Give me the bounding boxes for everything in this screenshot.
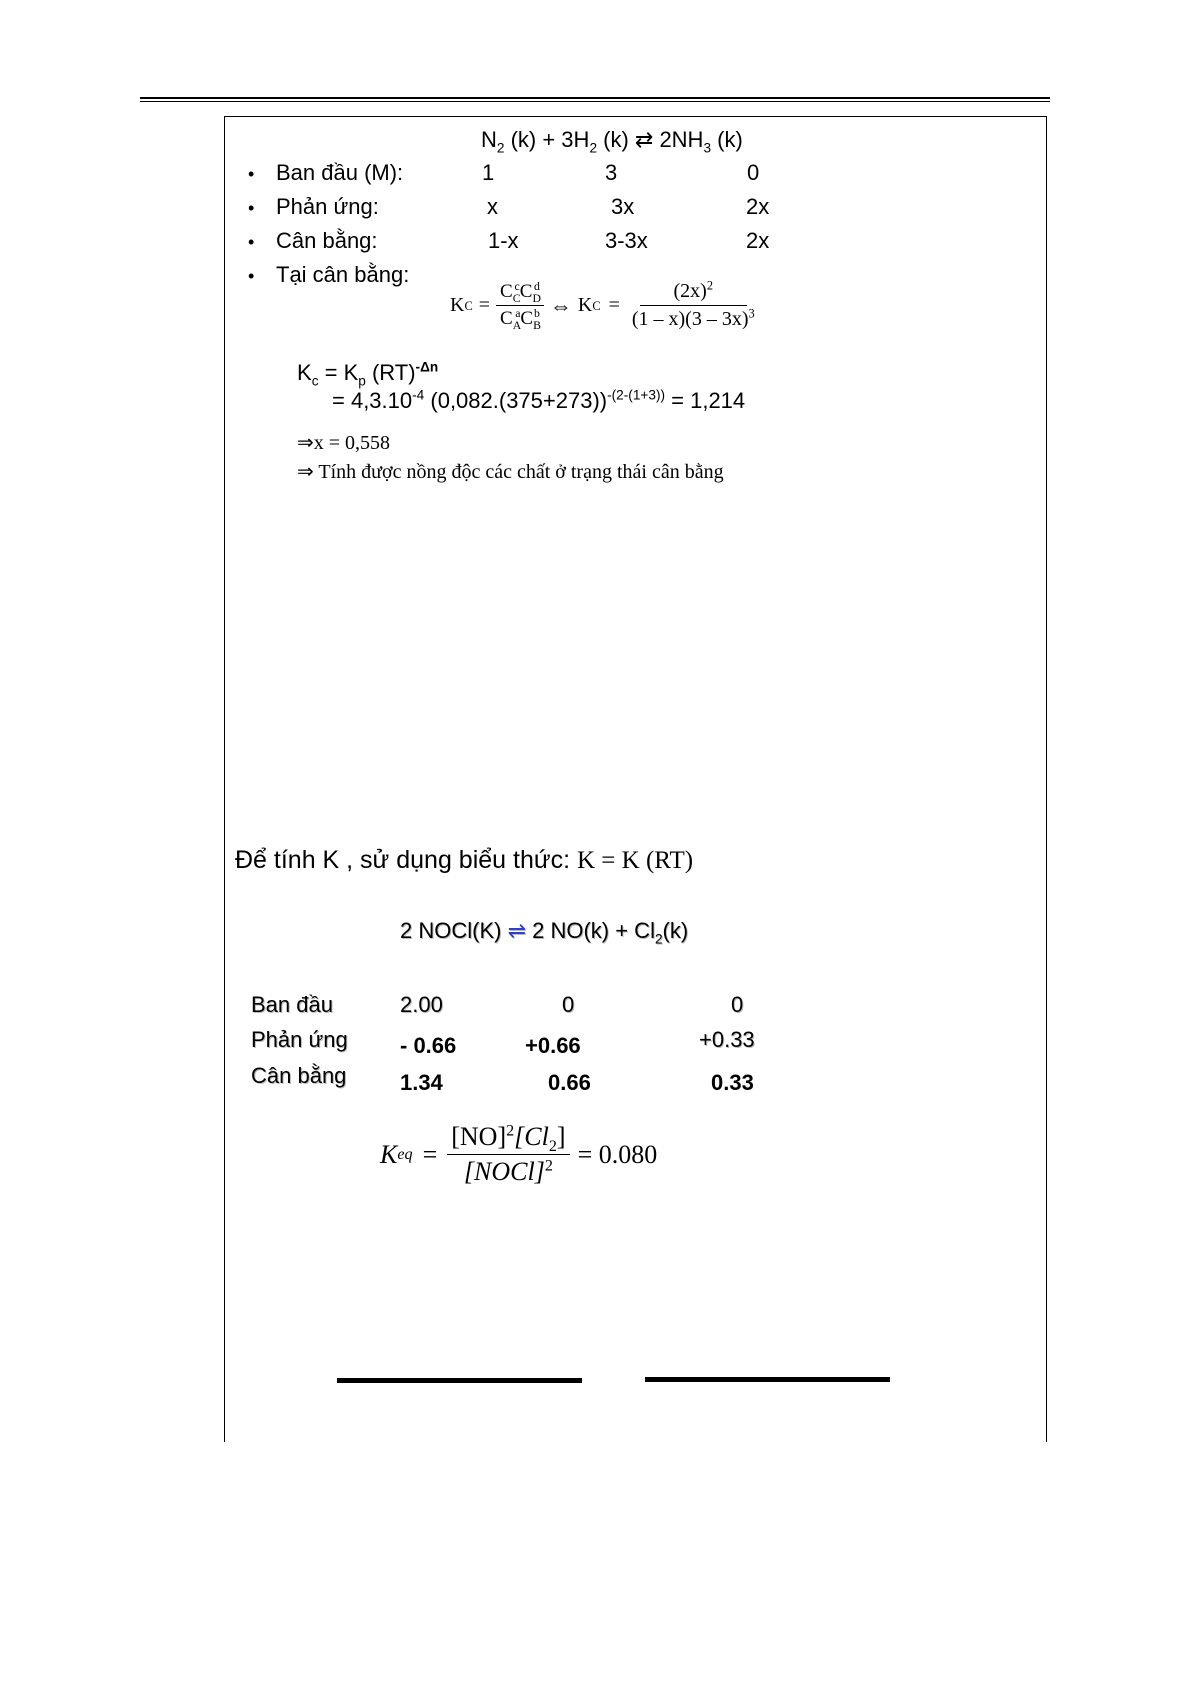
- header-rule: [140, 97, 1050, 102]
- cell: +0.33: [699, 1027, 755, 1052]
- cell: 1.34: [400, 1070, 443, 1095]
- cell: +0.66: [525, 1033, 581, 1058]
- cell: 3x: [611, 194, 635, 219]
- cell: 3: [605, 160, 618, 185]
- row-label: Tại cân bằng:: [276, 262, 410, 287]
- cell: 0: [562, 992, 575, 1017]
- divider-line-right: [645, 1377, 890, 1382]
- divider-line-left: [337, 1378, 582, 1383]
- reaction-equation: $N_2$ $(k) + 3H_2$ (k) ⇄ $2NH_3$ (k): [481, 127, 743, 156]
- row-label: Ban đầu: [251, 992, 333, 1017]
- bullet: •: [248, 164, 255, 184]
- cell: x: [487, 194, 498, 219]
- noc-reaction: 2 NOCl(K) ⇌ 2 $NO(k) + Cl_2(k)$: [400, 918, 689, 947]
- cell: 1: [482, 160, 495, 185]
- bullet: •: [248, 198, 255, 218]
- row-label: Phản ứng:: [276, 194, 379, 219]
- cell: 0.33: [711, 1070, 754, 1095]
- cell: - 0.66: [400, 1033, 457, 1058]
- cell: 0: [731, 992, 744, 1017]
- cell: 0: [747, 160, 760, 185]
- bullet: •: [248, 266, 255, 286]
- keq-formula: K eq = $\frac{[NO]^2[Cl_2]}{[NOCl]^2}$ = 0.080: [380, 1122, 658, 1186]
- result-x: ⇒x = 0,558: [297, 432, 391, 454]
- kc-general-fraction: $\frac{C_C^cC_D^d}{C_A^aC_B^b}$: [496, 281, 544, 330]
- cell: 2x: [746, 194, 770, 219]
- row-label: Ban đầu (M):: [276, 160, 404, 185]
- cell: 2.00: [400, 992, 443, 1017]
- cell: 0.66: [548, 1070, 591, 1095]
- result-concentration: ⇒ Tính được nồng độc các chất ở trạng thái cân bằng: [297, 461, 724, 483]
- kc-calculation: = $4,3.10^{-4}$ $(0,082.(375+273))^{-(2-(1+3))} = 1,214$: [332, 387, 746, 413]
- keq-fraction: $\frac{[NO]^2[Cl_2]}{[NOCl]^2}$: [447, 1122, 569, 1187]
- kc-specific-fraction: $\frac{(2x)^2}{(1 - x)(3 - 3x)^3}$: [631, 278, 755, 330]
- kc-formula: K C = $\frac{C_C^cC_D^d}{C_A^aC_B^b}$ ⇔ K C = $\frac{(2x)^2}{(1 - x)(3 - 3x)^3}$: [450, 280, 759, 331]
- cell: 3-3x: [605, 228, 648, 253]
- cell: 2x: [746, 228, 770, 253]
- kc-kp-relation: $K_c = K_p$ (RT)$^{-\Delta n}$: [297, 359, 439, 389]
- intro-sentence: Để tính K , sử dụng biểu thức: K = K (RT): [235, 846, 694, 874]
- cell: 1-x: [488, 228, 519, 253]
- row-label: Cân bằng: [251, 1063, 347, 1088]
- bullet: •: [248, 232, 255, 252]
- row-label: Phản ứng: [251, 1027, 348, 1052]
- row-label: Cân bằng:: [276, 228, 378, 253]
